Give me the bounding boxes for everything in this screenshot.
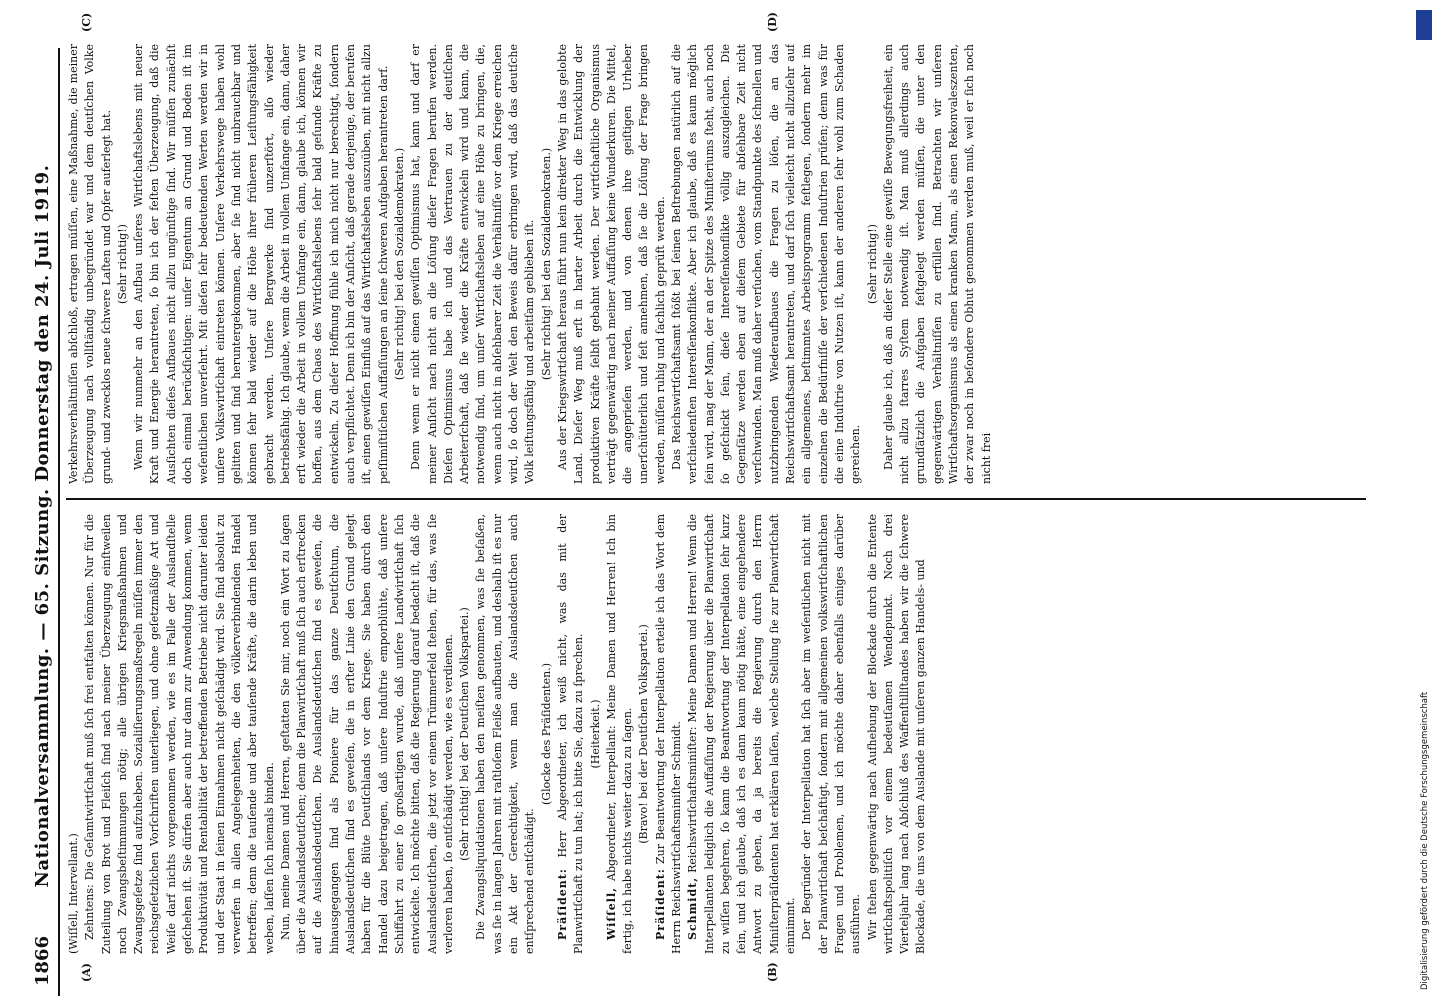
paragraph [799,514,864,954]
paragraph [604,514,637,954]
paragraph [457,514,473,954]
paragraph-text: Aus der Kriegswirtſchaft heraus führt nun kein direkter Weg in das gelobte Land. Dieſer Weg muß erſt in harter Arbeit durch die Entwicklung der produktiven Kräfte ſelbſt gebahnt werden. Der wirtſchaftliche Organismus verträgt gegenwärtig nach meiner Auffaſſung keine Wunderkuren. Die Mittel, die angeprieſen werden, und von denen ihre geiſtigen Urheber unerſchütterlich und feſt annehmen, daß ſie die Löſung der Frage bringen werden, müſſen ruhig und ſachlich geprüft werden. [555,44,667,484]
running-header: Nationalversammlung. — 65. Sitzung. Donnerstag den 24. Juli 1919. [32,164,53,888]
paragraph-text: Denn wenn er nicht einen gewiſſen Optimismus hat, kann und darf er meiner Anſicht nach nicht an die Löſung dieſer Fragen berufen werden. Dieſen Optimismus habe ich und das Vertrauen zu der deutſchen Arbeiterſchaft, daß ſie wieder die Kräfte entwickeln wird und kann, die notwendig ſind, um unſer Wirtſchaftsleben auf eine Höhe zu bringen, die, wenn auch nicht in abſehbarer Zeit die Verhältniſſe vor dem Kriege erreichen wird, ſo doch der Welt den Beweis dafür erbringen wird, daß das deutſche Volk leiſtungsfähig und arbeitſam geblieben iſt. [409,44,537,484]
paragraph-text: (Sehr richtig! bei der Deutſchen Volkspartei.) [458,607,472,861]
left-column [66,514,1366,954]
paragraph [555,44,669,484]
speaker-name: Schmidt, [686,876,700,940]
paragraph-text: Zur Beantwortung der Interpellation erteile ich das Wort dem Herrn Reichswirtſchaftsminiſter Schmidt. [653,514,683,954]
paragraph [539,44,555,484]
paragraph-text: (Heiterkeit.) [588,699,602,769]
page-number: 1866 [32,935,53,986]
paragraph-text: (Sehr richtig! bei den Sozialdemokraten.) [392,147,406,381]
paragraph-text: (Sehr richtig! bei den Sozialdemokraten.) [539,147,553,381]
digitization-notice-text: Digitalisierung gefördert durch die Deutsche Forschungsgemeinschaft [1420,691,1430,990]
paragraph-text: Die Zwangsliquidationen haben den meiſten genommen, was ſie beſaßen, was ſie in langen Jahren mit raſtloſem Fleiße aufbauten, und deshalb iſt es nur ein Akt der Gerechtigkeit, wenn man die Auslandsdeutſchen auch entſprechend entſchädigt. [474,514,537,954]
paragraph-text: Zehntens: Die Geſamtwirtſchaft muß ſich frei entfalten können. Nur für die Zuteilung von Brot und Fleiſch ſind nach meiner Überzeugung einſtweilen noch Zwangsbeſtimmungen nötig; alle übrigen Kriegsmaßnahmen und Zwangsgeſetze ſind aufzuheben. Sozialiſierungsmaßregeln müſſen immer den reichsgeſetzlichen Vorſchriften unterliegen, und ohne geſetzmäßige Art und Weiſe darf nichts vorgenommen werden, wie es im Falle der Auslandſtelle geſchehen iſt. Sie dürfen aber auch nur dann zur Anwendung kommen, wenn Produktivität und Rentabilität der betreffenden Betriebe nicht darunter leiden und der Staat in ſeinen Einnahmen nicht geſchädigt wird. Sie ſind absolut zu verwerfen in allen Angelegenheiten, die den völkerverbindenden Handel betreffen; denn die tauſende und aber tauſende Kräfte, die darin leben und weben, laſſen ſich niemals binden. [83,514,276,954]
paragraph [881,44,995,484]
paragraph [653,514,686,954]
paragraph [669,44,865,484]
paragraph-text: Nun, meine Damen und Herren, geſtatten Sie mir, noch ein Wort zu ſagen über die Auslandsdeutſchen; denn die Planwirtſchaft muß ſich auch erſtrecken auf die Auslandsdeutſchen. Die Auslandsdeutſchen ſind es geweſen, die hinausgegangen ſind als Pioniere für das ganze Deutſchtum, die Auslandsdeutſchen ſind es geweſen, die in erſter Linie den Grund gelegt haben für die Blüte Deutſchlands vor dem Kriege. Sie haben durch den Handel dazu beigetragen, daß unſere Induſtrie emporblühte, daß unſere Schiffahrt zu einer ſo großartigen wurde, daß unſere Landwirtſchaft ſich entwickelte. Ich möchte bitten, daß die Regierung darauf bedacht iſt, daß die Auslandsdeutſchen, die jetzt vor einem Trümmerfeld ſtehen, für das, was ſie verloren haben, ſo entſchädigt werden, wie es verdienen. [278,514,455,954]
right-column [66,44,1366,484]
paragraph-text: (Sehr richtig!) [865,224,879,304]
page-header [32,48,60,996]
paragraph [392,44,408,484]
digitization-notice [1398,10,1434,990]
paragraph-text: Wir ſtehen gegenwärtig nach Aufhebung der Blockade durch die Entente wirtſchaftspolitiſch vor einem bedeutſamen Wendepunkt. Noch drei Vierteljahr lang nach Abſchluß des Waffenſtillſtandes haben wir die ſchwere Blockade, die uns von dem Auslande mit unſeren ganzen Handels- und [865,514,928,954]
paragraph [131,44,392,484]
paragraph [865,44,881,484]
paragraph-text: (Bravo! bei der Deutſchen Volkspartei.) [637,624,651,844]
margin-marker-b: (B) [766,962,779,982]
paragraph [588,514,604,954]
paragraph-text: Wenn wir nunmehr an den Aufbau unſeres Wirtſchaftslebens mit neuer Kraft und Energie herantreten, ſo bin ich der feſten Überzeugung, daß die Ausſichten dieſes Aufbaues nicht allzu ungünſtige ſind. Wir müſſen zunächſt doch einmal berückſichtigen: unſer Eigentum an Grund und Boden iſt im weſentlichen unverſehrt. Mit dieſen ſehr bedeutenden Werten werden wir in unſere Volkswirtſchaft eintreten können. Unſere Verkehrswege haben wohl gelitten und ſind heruntergekommen, aber ſie ſind nicht unbrauchbar und können ſehr bald wieder auf die Höhe ihrer früheren Leiſtungsfähigkeit gebracht werden. Unſere Bergwerke ſind unzerſtört, alſo wieder betriebsfähig. Ich glaube, wenn die Arbeit in vollem Umfange ein, dann, daher erſt wieder die Arbeit in vollem Umfange ein, dann, glaube ich, können wir hoffen, aus dem Chaos des Wirtſchaftslebens ſehr bald geſunde Kräfte zu entwickeln. Zu dieſer Hoffnung fühle ich mich nicht nur berechtigt, ſondern auch verpflichtet. Denn ich bin der Anſicht, daß gerade derjenige, der berufen iſt, einen gewiſſen Einfluß auf das Wirtſchaftsleben auszuüben, mit nicht allzu peſſimiſtiſchen Auffaſſungen an ſeine ſchweren Aufgaben herantreten darf. [132,44,390,484]
paragraph [539,514,555,954]
paragraph [685,514,799,954]
paragraph-text: Reichswirtſchaftsminiſter: Meine Damen und Herren! Wenn die Interpellanten lediglich die Auffaſſung der Regierung über die Planwirtſchaft zu wiſſen begehren, ſo kann die Beantwortung der Interpellation ſehr kurz ſein, und ich glaube, daß ich es dann kaum nötig hätte, eine eingehendere Antwort zu geben, da ja bereits die Regierung durch den Herrn Miniſterpräſidenten hat erklären laſſen, welche Stellung ſie zur Planwirtſchaft einnimmt. [686,514,798,954]
paragraph-text: (Wiſſell, Intervellant.) [67,833,80,954]
paragraph-text: (Glocke des Präſidenten.) [539,663,553,805]
page-body [66,0,1366,1000]
paragraph [82,514,278,954]
speaker-name: Präſident: [653,868,667,940]
paragraph [278,514,457,954]
paragraph [865,514,930,954]
paragraph-text: Das Reichswirtſchaftsamt ſtößt bei ſeinen Beſtrebungen natürlich auf die verſchiedenſten Intereſſenkonflikte. Aber ich glaube, daß es kaum möglich ſein wird, mag der Mann, der an der Spitze des Miniſteriums ſteht, auch noch ſo geſchickt ſein, dieſe Intereſſenkonflikte völlig auszugleichen. Die Gegenſätze werden eben auf dieſem Gebiete für abſehbare Zeit nicht verſchwinden. Man muß daher verſuchen, vom Standpunkte des ſchnellen und nutzbringenden Wiederaufbaues die Fragen zu löſen, die an das Reichswirtſchaftsamt herantreten, und darf ſich vielleicht nicht allzuſehr auf ein allgemeines, beſtimmtes Arbeitsprogramm feſtlegen, ſondern mehr im einzelnen die Bedürfniſſe der verſchiedenen Induſtrien prüfen; denn was für die eine Induſtrie von Nutzen iſt, kann der anderen ſehr wohl zum Schaden gereichen. [669,44,863,484]
paragraph-text: Der Begründer der Interpellation hat ſich aber im weſentlichen nicht mit der Planwirtſchaft beſchäftigt, ſondern mit allgemeinen volkswirtſchaftlichen Fragen und Problemen, und ich möchte daher ebenfalls einiges darüber ausführen. [800,514,863,954]
paragraph-text: Daher glaube ich, daß an dieſer Stelle eine gewiſſe Bewegungsfreiheit, ein nicht allzu ſtarres Syſtem notwendig iſt. Man muß allerdings auch grundſätzlich die Aufgaben feſtgelegt werden müſſen, die unter den gegenwärtigen Verhältniſſen zu erfüllen ſind. Betrachten wir unſeren Wirtſchaftsorganismus als einen kranken Mann, als einen Rekonvaleszenten, der zwar noch in beſondere Obhut genommen werden muß, weil er ſich noch nicht frei [881,44,993,484]
paragraph [473,514,538,954]
paragraph [66,44,115,484]
speaker-name: Wiſſell, [604,887,618,940]
paragraph-text: Verkehrsverhältniſſen abſchloß, ertragen müſſen, eine Maßnahme, die meiner Überzeugung nach vollſtändig unbegründet war und dem deutſchen Volke grund- und zwecklos neue ſchwere Laſten und Opfer auferlegt hat. [67,44,113,484]
paragraph [115,44,131,484]
column-divider [66,498,1366,500]
paragraph [408,44,538,484]
margin-marker-d: (D) [766,12,779,32]
margin-marker-c: (C) [80,12,93,32]
paragraph-text: (Sehr richtig!) [115,224,129,304]
paragraph-text: Herr Abgeordneter, ich weiß nicht, was das mit der Planwirtſchaft zu tun hat; ich bitte Sie, dazu zu ſprechen. [555,514,586,954]
paragraph [636,514,652,954]
rotated-page [20,0,1380,1000]
paragraph-text: Abgeordneter, Interpellant: Meine Damen und Herren! Ich bin fertig, ich habe nichts weiter dazu zu ſagen. [604,514,635,954]
margin-marker-a: (A) [80,963,93,982]
paragraph [555,514,588,954]
speaker-name: Präſident: [555,868,569,940]
paragraph [66,514,82,954]
